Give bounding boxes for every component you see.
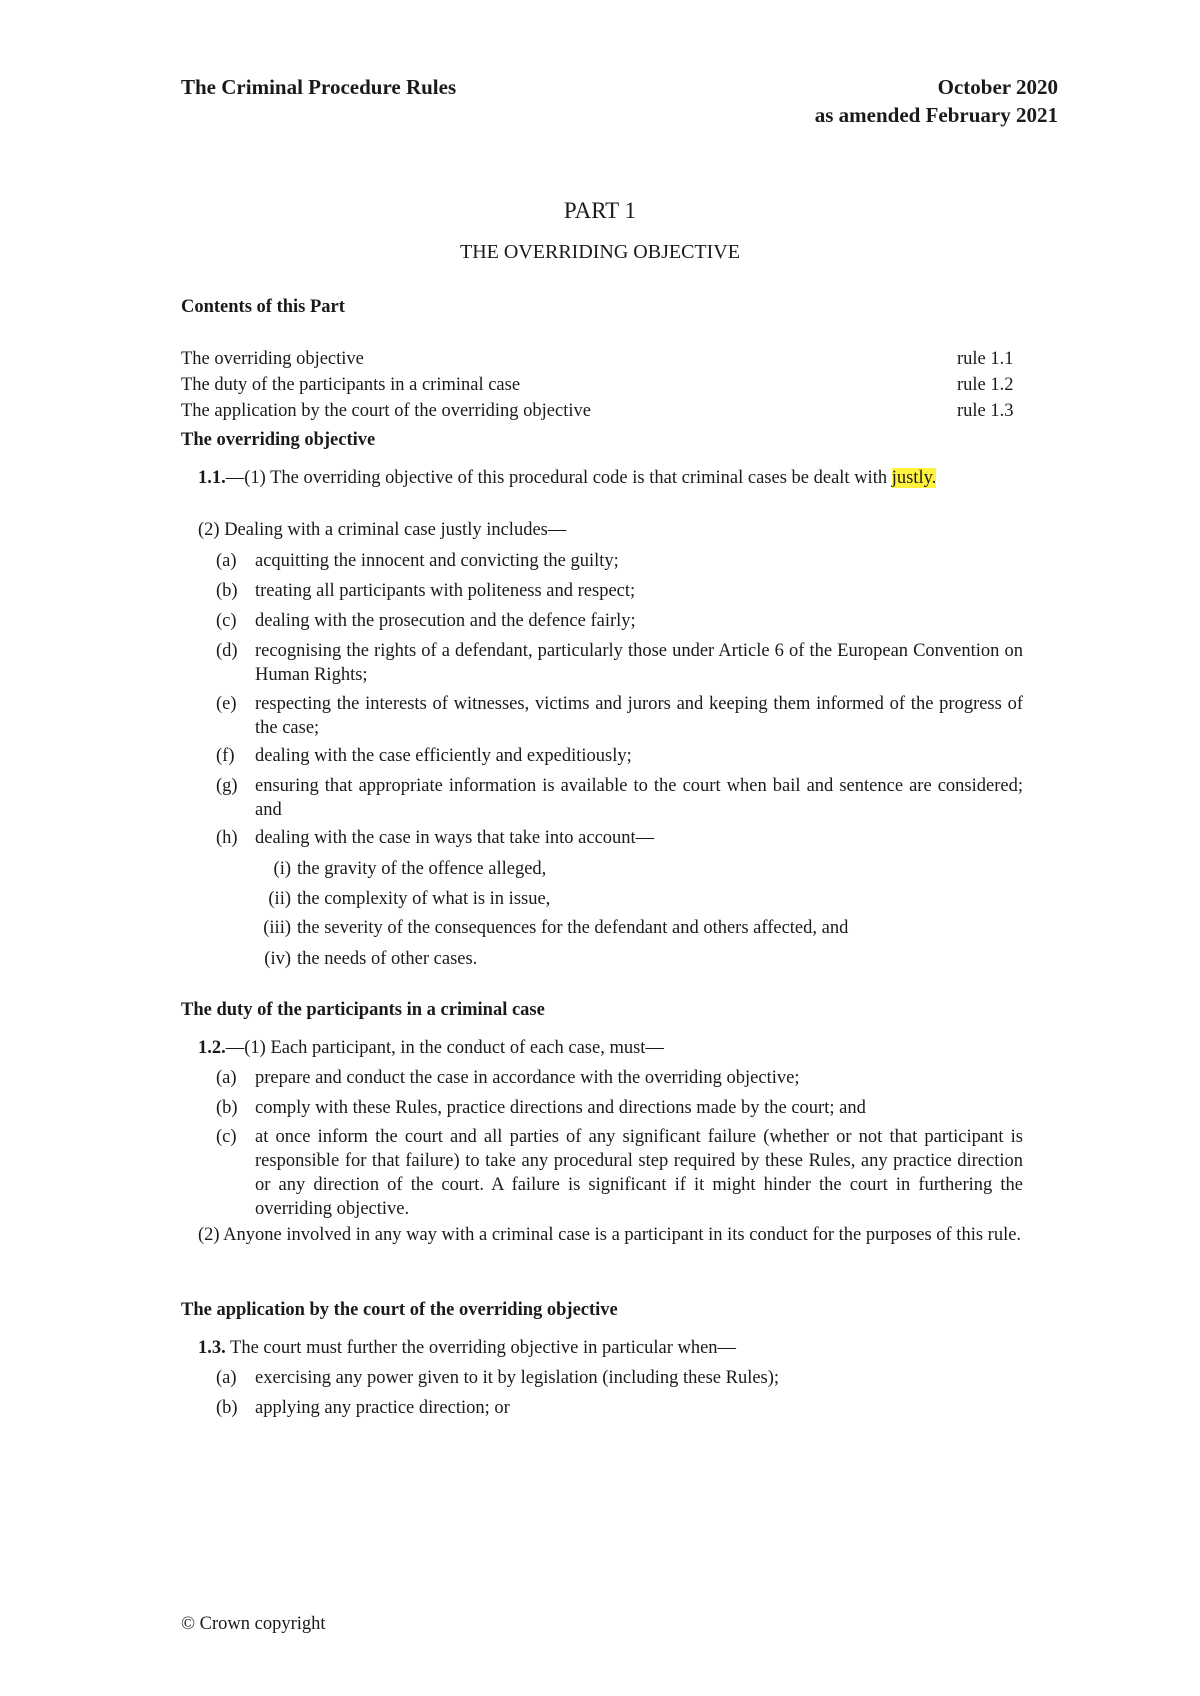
list-item-label: (a) [216,1368,237,1388]
rule-1-1-paragraph-1 [181,466,1023,490]
contents-row-ref: rule 1.1 [957,349,1014,369]
rule-1-1-heading: The overriding objective [181,430,376,450]
list-item-text: prepare and conduct the case in accordance with the overriding objective; [255,1068,800,1088]
list-item-text: at once inform the court and all parties of any significant failure (whether or not that participant is responsible for that failure) to take any procedural step required by these Rules, any practice direction or any direction of the court. A failure is significant if it might hinder the court in furthering the overriding objective. [255,1127,1023,1219]
highlighted-text: justly. [891,468,937,488]
sub-list-item-label: (iv) [264,949,291,969]
list-item-label: (a) [216,1068,237,1088]
contents-row [181,398,1023,424]
list-item-text: respecting the interests of witnesses, victims and jurors and keeping them informed of the progress of the case; [255,694,1023,738]
list-item-label: (b) [216,1398,238,1418]
list-item-text: ensuring that appropriate information is available to the court when bail and sentence are considered; and [255,776,1023,820]
sub-list-item-label: (i) [273,859,291,879]
list-item-label: (c) [216,611,237,631]
rule-1-2-paragraph-1 [181,1036,1023,1060]
list-item-text: exercising any power given to it by legislation (including these Rules); [255,1368,780,1388]
rule-1-3-paragraph-1 [181,1336,1023,1360]
contents-row-title: The application by the court of the overriding objective [181,401,591,421]
copyright-footer: © Crown copyright [181,1614,326,1634]
part-title: PART 1 [563,198,637,223]
list-item-label: (h) [216,828,238,848]
rule-number: 1.2. [198,1038,226,1058]
rule-number: 1.3. [198,1338,226,1358]
header-amended-line: as amended February 2021 [814,103,1058,127]
rule-text: —(1) The overriding objective of this procedural code is that criminal cases be dealt with [225,468,888,488]
sub-list-item-text: the gravity of the offence alleged, [297,859,547,879]
running-header-title: The Criminal Procedure Rules [181,75,457,99]
list-item-text: applying any practice direction; or [255,1398,510,1418]
rule-1-2-paragraph-2: (2) Anyone involved in any way with a criminal case is a participant in its conduct for the purposes of this rule. [198,1225,1022,1245]
list-item-label: (e) [216,694,237,714]
sub-list-item-label: (iii) [263,918,291,938]
rule-1-2-heading: The duty of the participants in a criminal case [181,1000,545,1020]
sub-list-item-label: (ii) [268,889,291,909]
running-header-date [815,73,1058,129]
contents-row-title: The duty of the participants in a criminal case [181,375,521,395]
list-item-label: (d) [216,641,238,661]
header-date-line: October 2020 [937,75,1058,99]
sub-list-item-text: the severity of the consequences for the defendant and others affected, and [297,918,849,938]
list-item-text: comply with these Rules, practice directions and directions made by the court; and [255,1098,866,1118]
list-item-label: (a) [216,551,237,571]
rule-1-3-heading: The application by the court of the overriding objective [181,1300,618,1320]
contents-row-ref: rule 1.2 [957,375,1014,395]
contents-heading: Contents of this Part [181,297,345,317]
rule-text: The court must further the overriding objective in particular when— [225,1338,737,1358]
part-subtitle: THE OVERRIDING OBJECTIVE [460,241,740,263]
contents-row [181,372,1023,398]
contents-table [181,346,1023,424]
list-item-text: treating all participants with politeness and respect; [255,581,636,601]
list-item-text: dealing with the case efficiently and expeditiously; [255,746,632,766]
list-item-text: dealing with the case in ways that take into account— [255,828,655,848]
list-item-text: recognising the rights of a defendant, particularly those under Article 6 of the European Convention on Human Rights; [255,641,1023,685]
list-item-text: dealing with the prosecution and the defence fairly; [255,611,636,631]
list-item-label: (f) [216,746,235,766]
rule-text: —(1) Each participant, in the conduct of each case, must— [225,1038,664,1058]
sub-list-item-text: the complexity of what is in issue, [297,889,551,909]
list-item-label: (c) [216,1127,237,1147]
contents-row [181,346,1023,372]
rule-1-1-paragraph-2: (2) Dealing with a criminal case justly includes— [198,520,567,540]
list-item-text: acquitting the innocent and convicting the guilty; [255,551,619,571]
list-item-label: (b) [216,581,238,601]
sub-list-item-text: the needs of other cases. [297,949,478,969]
list-item-label: (b) [216,1098,238,1118]
list-item-label: (g) [216,776,238,796]
contents-row-ref: rule 1.3 [957,401,1014,421]
rule-number: 1.1. [198,468,226,488]
contents-row-title: The overriding objective [181,349,364,369]
